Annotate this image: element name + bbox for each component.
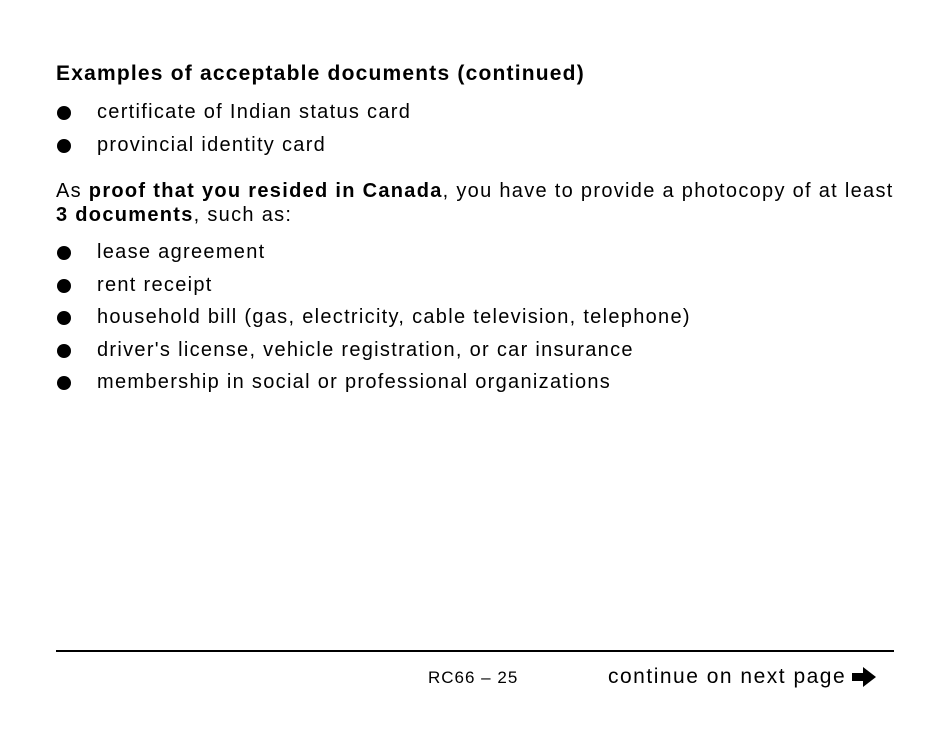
paragraph-bold-text: proof that you resided in Canada xyxy=(88,180,443,202)
list-item-text: driver's license, vehicle registration, or car insurance xyxy=(97,338,634,361)
bullet-icon xyxy=(57,246,71,260)
paragraph-text: As xyxy=(56,180,89,202)
section-heading: Examples of acceptable documents (continued) xyxy=(56,62,585,85)
list-item-text: household bill (gas, electricity, cable television, telephone) xyxy=(97,306,691,328)
footer-divider xyxy=(56,650,894,652)
paragraph-text: , you have to provide a photocopy of at least xyxy=(442,180,894,202)
bullet-icon xyxy=(57,139,71,153)
bullet-icon xyxy=(57,311,71,325)
paragraph-text: , such as: xyxy=(193,204,293,226)
residence-proof-paragraph xyxy=(56,179,906,227)
list-item-text: rent receipt xyxy=(97,273,213,296)
list-item-text: provincial identity card xyxy=(97,133,327,156)
list-item-text: membership in social or professional organizations xyxy=(97,371,612,393)
page-number: RC66 – 25 xyxy=(428,668,519,687)
bullet-icon xyxy=(57,106,71,120)
bullet-icon xyxy=(57,376,71,390)
continue-next-page-link[interactable] xyxy=(608,665,878,689)
continue-label: continue on next page xyxy=(608,665,847,688)
list-item-text: lease agreement xyxy=(97,241,266,263)
bullet-icon xyxy=(57,279,71,293)
paragraph-bold-text: 3 documents xyxy=(56,204,194,226)
arrow-right-icon xyxy=(850,665,878,689)
bullet-icon xyxy=(57,344,71,358)
list-item-text: certificate of Indian status card xyxy=(97,101,412,123)
